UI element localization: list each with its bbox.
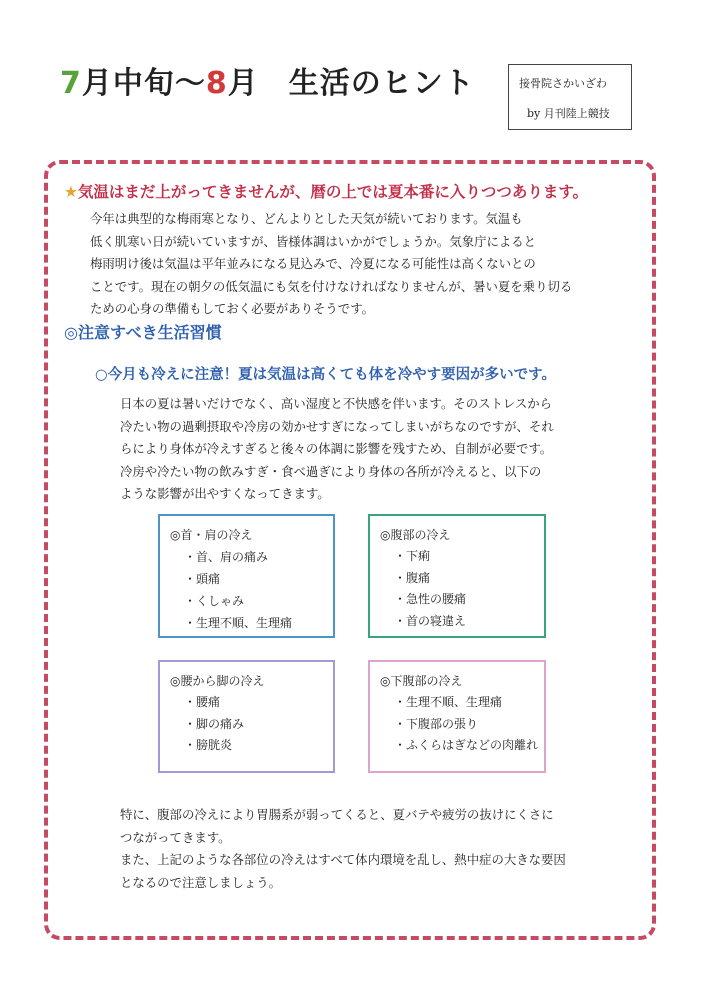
habits-line: 冷房や冷たい物の飲みすぎ・食べ過ぎにより身体の各所が冷えると、以下の (120, 463, 542, 479)
list-item: ・腹痛 (394, 570, 431, 585)
habits-line: らにより身体が冷えすぎると後々の体調に影響を残すため、自制が必要です。 (120, 441, 553, 456)
symptom-list (184, 692, 244, 757)
intro-line: 低く肌寒い日が続いていますが、皆様体調はいかがでしょうか。気象庁によると (90, 233, 537, 249)
habits-line: 冷たい物の過剰摂取や冷房の効かせすぎになってしまいがちなのですが、それ (120, 418, 554, 434)
habits-line: ような影響が出やすくなってきます。 (120, 486, 330, 501)
list-item: ・生理不順、生理痛 (184, 616, 293, 630)
symptom-list (394, 546, 466, 632)
closing-line: となるので注意しましょう。 (120, 874, 282, 890)
page-title (60, 58, 475, 102)
box-abdomen (368, 514, 546, 638)
title-part2: 月 (227, 66, 259, 101)
list-item: ・くしゃみ (184, 594, 245, 608)
list-item: ・首の寝違え (394, 613, 467, 628)
intro-line: ための心身の準備もしておく必要がありそうです。 (90, 301, 374, 316)
symptom-list (184, 546, 292, 634)
intro-headline-text: 気温はまだ上がってきませんが、暦の上では夏本番に入りつつあります。 (77, 183, 589, 201)
intro-paragraph (90, 208, 572, 321)
credit-box (508, 64, 632, 130)
list-item: ・首、肩の痛み (184, 550, 269, 564)
list-item: ・膀胱炎 (184, 738, 233, 752)
list-item: ・頭痛 (184, 572, 221, 586)
list-item: ・ふくらはぎなどの肉離れ (394, 738, 539, 752)
intro-headline (64, 180, 588, 202)
list-item: ・腰痛 (184, 695, 221, 709)
box-neck-shoulder (158, 514, 335, 638)
list-item: ・生理不順、生理痛 (394, 695, 503, 709)
section-title: ◎注意すべき生活習慣 (64, 323, 222, 342)
title-part3: 生活のヒント (288, 66, 475, 101)
credit-source: by 月刊陸上競技 (527, 107, 610, 120)
closing-line: また、上記のような各部位の冷えはすべて体内環境を乱し、熱中症の大きな要因 (120, 852, 566, 867)
list-item: ・下痢 (394, 549, 431, 563)
title-month-start: 7 (60, 66, 82, 101)
credit-clinic: 接骨院さかいざわ (519, 77, 607, 90)
box-title: ◎腹部の冷え (380, 528, 451, 542)
box-waist-legs (158, 660, 335, 773)
title-month-end: 8 (205, 66, 228, 101)
title-part1: 月中旬～ (81, 66, 206, 101)
list-item: ・急性の腰痛 (394, 592, 467, 606)
intro-line: ことです。現在の朝夕の低気温にも気を付けなければなりませんが、暑い夏を乗り切る (90, 278, 573, 294)
box-title: ◎下腹部の冷え (380, 674, 463, 688)
box-title: ◎首・肩の冷え (170, 528, 253, 542)
section-subheading: ○今月も冷えに注意！夏は気温は高くても体を冷やす要因が多いです。 (95, 367, 556, 383)
intro-line: 今年は典型的な梅雨寒となり、どんよりとした天気が続いております。気温も (90, 211, 523, 226)
closing-paragraph (120, 804, 566, 894)
closing-line: つながってきます。 (120, 829, 231, 845)
closing-line: 特に、腹部の冷えにより胃腸系が弱ってくると、夏バテや疲労の抜けにくさに (120, 807, 554, 822)
box-lower-abdomen (368, 660, 546, 773)
list-item: ・脚の痛み (184, 716, 245, 731)
habits-paragraph (120, 393, 554, 506)
symptom-list (394, 692, 538, 757)
box-title: ◎腰から脚の冷え (170, 674, 265, 688)
habits-line: 日本の夏は暑いだけでなく、高い湿度と不快感を伴います。そのストレスから (120, 396, 553, 411)
star-icon: ★ (64, 183, 78, 201)
list-item: ・下腹部の張り (394, 716, 479, 731)
intro-line: 梅雨明け後は気温は平年並みになる見込みで、冷夏になる可能性は高くないとの (90, 256, 536, 271)
